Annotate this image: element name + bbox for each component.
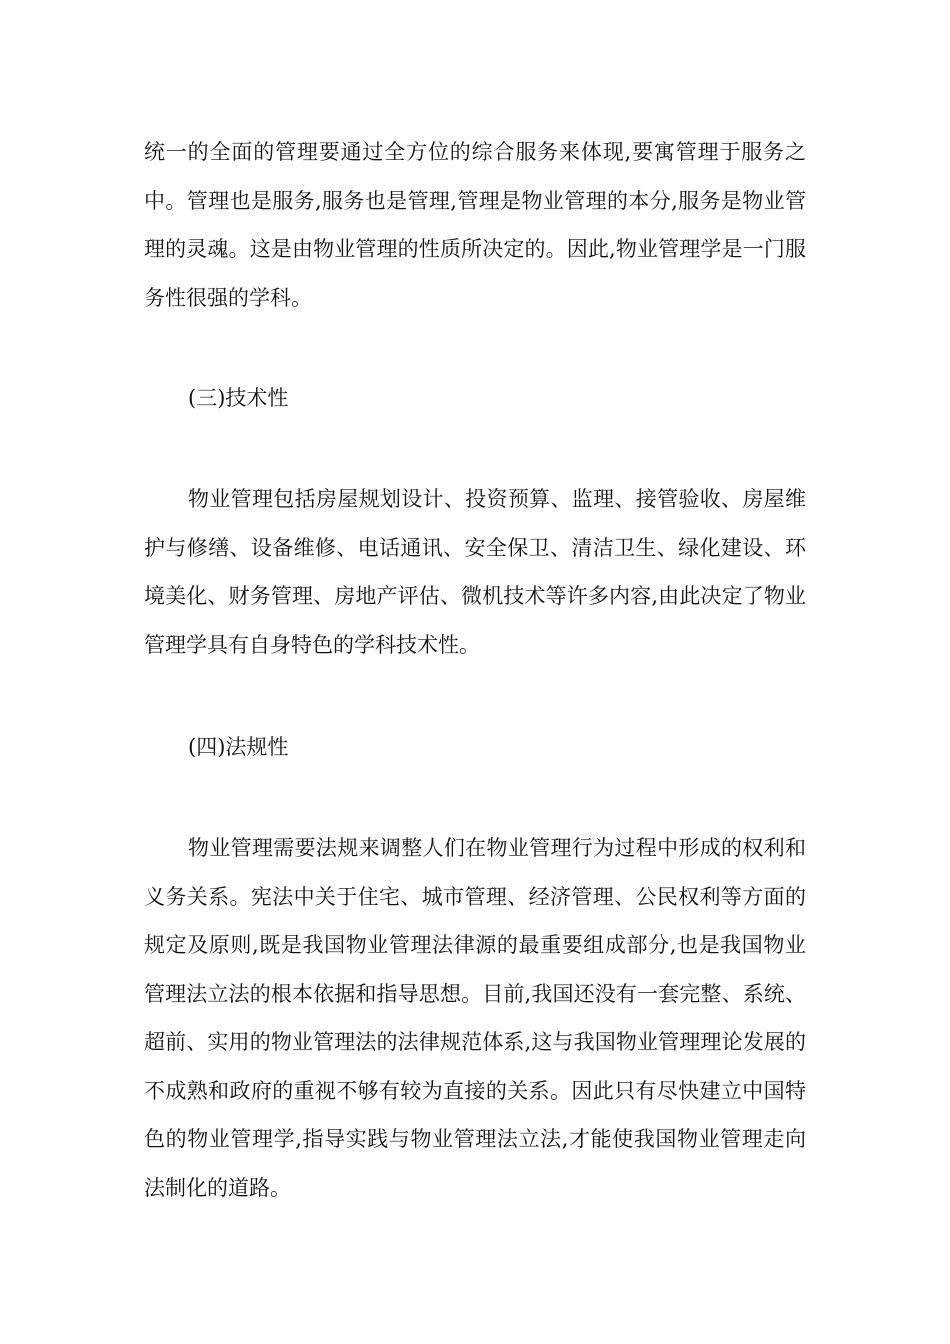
paragraph-technical: 物业管理包括房屋规划设计、投资预算、监理、接管验收、房屋维护与修缮、设备维修、电话通讯、安全保卫、清洁卫生、绿化建设、环境美化、财务管理、房地产评估、微机技术等许多内容,由此决定了物业管理学具有自身特色的学科技术性。	[144, 487, 806, 657]
paragraph-legal: 物业管理需要法规来调整人们在物业管理行为过程中形成的权利和义务关系。宪法中关于住宅、城市管理、经济管理、公民权利等方面的规定及原则,既是我国物业管理法律源的最重要组成部分,也是我国物业管理法立法的根本依据和指导思想。目前,我国还没有一套完整、系统、超前、实用的物业管理法的法律规范体系,这与我国物业管理理论发展的不成熟和政府的重视不够有较为直接的关系。因此只有尽快建立中国特色的物业管理学,指导实践与物业管理法立法,才能使我国物业管理走向法制化的道路。	[144, 836, 806, 1200]
section-heading-technical: (三)技术性	[188, 386, 289, 410]
section-heading-legal: (四)法规性	[188, 735, 289, 759]
paragraph-service: 统一的全面的管理要通过全方位的综合服务来体现,要寓管理于服务之中。管理也是服务,服务也是管理,管理是物业管理的本分,服务是物业管理的灵魂。这是由物业管理的性质所决定的。因此,物业管理学是一门服务性很强的学科。	[144, 140, 806, 310]
